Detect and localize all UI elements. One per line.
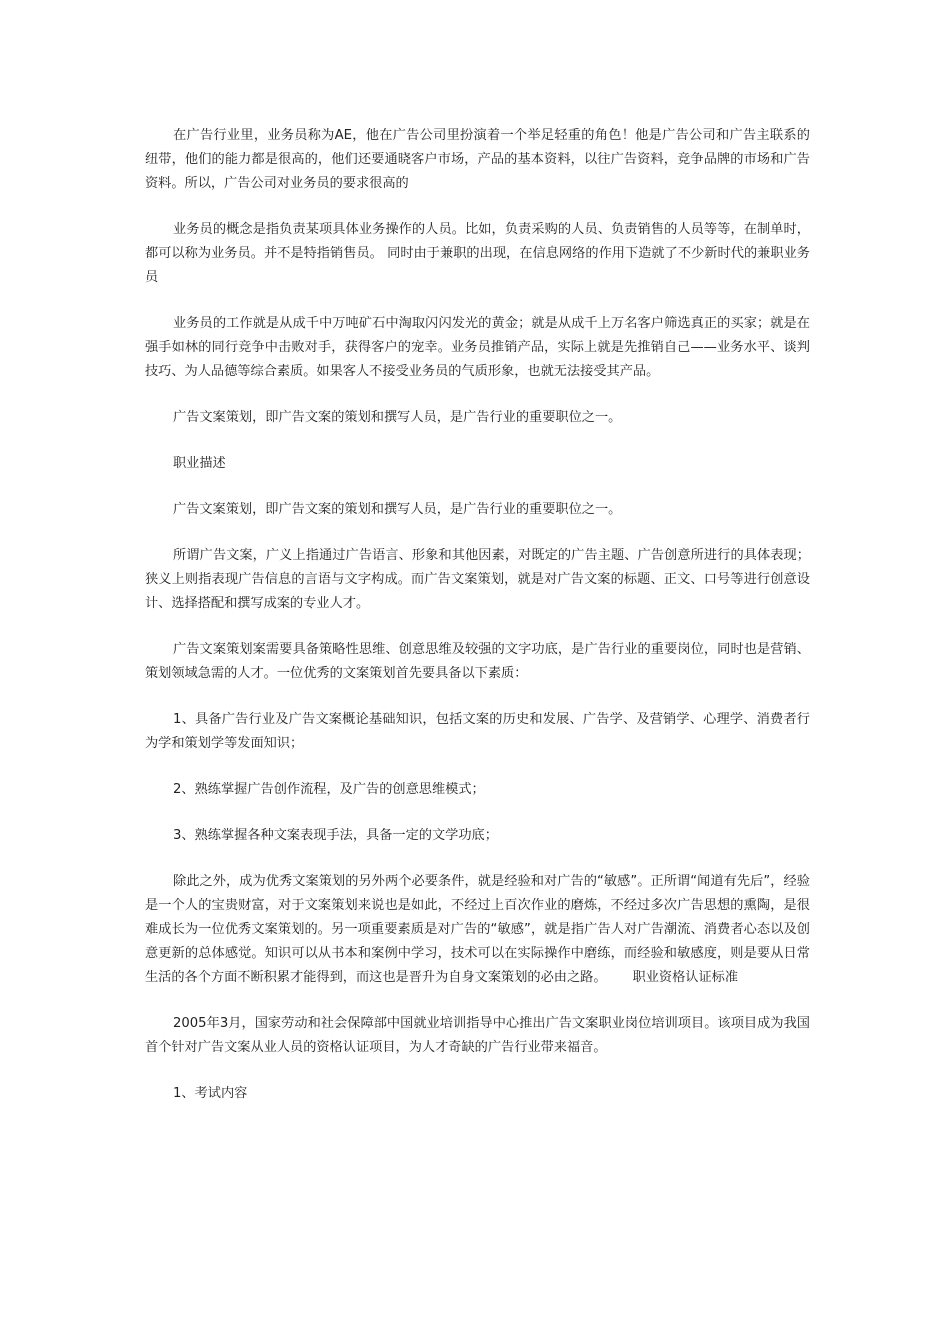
- paragraph-ae-intro: 在广告行业里，业务员称为AE，他在广告公司里扮演着一个举足轻重的角色！他是广告公司和广告主联系的纽带，他们的能力都是很高的，他们还要通晓客户市场，产品的基本资料，以往广告资料，竞争品牌的市场和广告资料。所以，广告公司对业务员的要求很高的: [145, 128, 810, 191]
- paragraph-certification-2005: 2005年3月，国家劳动和社会保障部中国就业培训指导中心推出广告文案职业岗位培训项目。该项目成为我国首个针对广告文案从业人员的资格认证项目，为人才奇缺的广告行业带来福音。: [145, 1016, 810, 1055]
- paragraph-salesman-concept: 业务员的概念是指负责某项具体业务操作的人员。比如，负责采购的人员、负责销售的人员等等，在制单时，都可以称为业务员。并不是特指销售员。 同时由于兼职的出现，在信息网络的作用下造就了不少新时代的兼职业务员: [145, 222, 810, 285]
- section-heading-job-description: 职业描述: [173, 456, 226, 471]
- list-item-quality-2: 2、熟练掌握广告创作流程，及广告的创意思维模式；: [173, 782, 485, 797]
- paragraph-experience-sensitivity: [145, 870, 810, 990]
- list-item-exam-content: 1、考试内容: [173, 1086, 248, 1101]
- paragraph-experience-text: 除此之外，成为优秀文案策划的另外两个必要条件，就是经验和对广告的“敏感”。正所谓“闻道有先后”，经验是一个人的宝贵财富，对于文案策划来说也是如此，不经过上百次作业的磨炼，不经过多次广告思想的熏陶，是很难成长为一位优秀文案策划的。另一项重要素质是对广告的“敏感”，就是指广告人对广告潮流、消费者心态以及创意更新的总体感觉。知识可以从书本和案例中学习，技术可以在实际操作中磨练，而经验和敏感度，则是要从日常生活的各个方面不断积累才能得到，而这也是晋升为自身文案策划的必由之路。: [145, 874, 810, 985]
- list-item-quality-1: 1、具备广告行业及广告文案概论基础知识，包括文案的历史和发展、广告学、及营销学、心理学、消费者行为学和策划学等发面知识；: [145, 712, 810, 751]
- paragraph-copywriting-definition: 广告文案策划，即广告文案的策划和撰写人员，是广告行业的重要职位之一。: [173, 410, 622, 425]
- document-body: [145, 124, 810, 1128]
- paragraph-copywriting-meaning: 所谓广告文案，广义上指通过广告语言、形象和其他因素，对既定的广告主题、广告创意所进行的具体表现；狭义上则指表现广告信息的言语与文字构成。而广告文案策划，就是对广告文案的标题、正文、口号等进行创意设计、选择搭配和撰写成案的专业人才。: [145, 548, 810, 611]
- paragraph-required-qualities: 广告文案策划案需要具备策略性思维、创意思维及较强的文字功底，是广告行业的重要岗位，同时也是营销、策划领域急需的人才。一位优秀的文案策划首先要具备以下素质：: [145, 642, 810, 681]
- paragraph-salesman-work: 业务员的工作就是从成千中万吨矿石中淘取闪闪发光的黄金；就是从成千上万名客户筛选真正的买家；就是在强手如林的同行竞争中击败对手，获得客户的宠幸。业务员推销产品，实际上就是先推销自己——业务水平、谈判技巧、为人品德等综合素质。如果客人不接受业务员的气质形象，也就无法接受其产品。: [145, 316, 810, 379]
- section-heading-certification-standard: 职业资格认证标准: [632, 970, 739, 985]
- list-item-quality-3: 3、熟练掌握各种文案表现手法，具备一定的文学功底；: [173, 828, 498, 843]
- paragraph-copywriting-definition-repeat: 广告文案策划，即广告文案的策划和撰写人员，是广告行业的重要职位之一。: [173, 502, 622, 517]
